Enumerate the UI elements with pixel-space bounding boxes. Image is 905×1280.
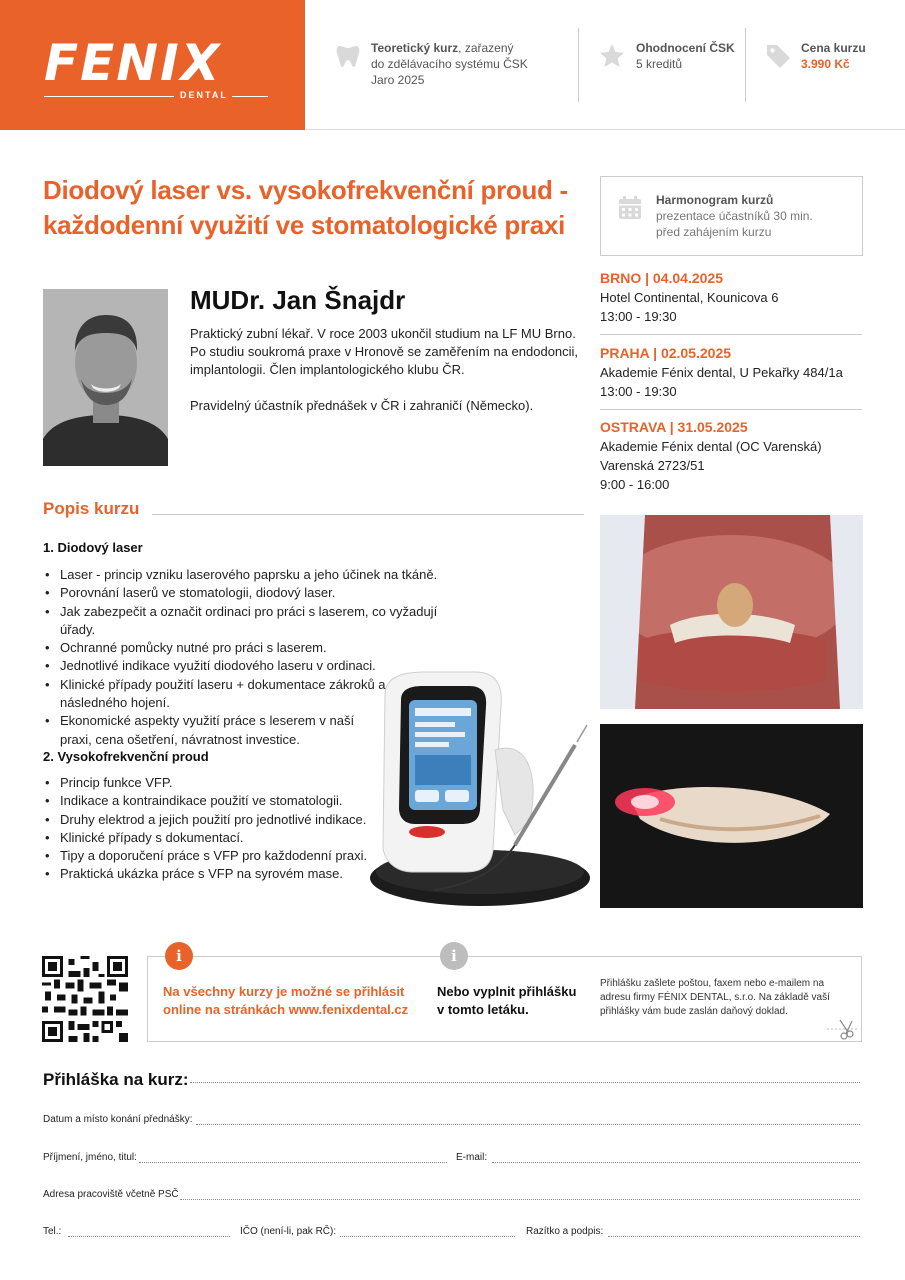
schedule-text — [656, 192, 813, 240]
form-field-phone[interactable] — [68, 1236, 230, 1237]
info-icon: i — [440, 942, 468, 970]
rating-label: Ohodnocení ČSK — [636, 41, 735, 55]
course-type-line3: Jaro 2025 — [371, 73, 425, 87]
list-item: • Laser - princip vzniku laserového paprsku a jeho účinek na tkáně. — [43, 566, 463, 584]
part2-title: 2. Vysokofrekvenční proud — [43, 749, 209, 764]
calendar-icon — [617, 195, 643, 221]
logo-line — [232, 96, 268, 97]
course-title — [43, 173, 588, 243]
course-title-line: každodenní využití ve stomatologické praxi — [43, 210, 565, 240]
form-field-email[interactable] — [492, 1162, 860, 1163]
price-tag-icon — [764, 42, 792, 70]
list-item: • Jak zabezpečit a označit ordinaci pro práci s laserem, co vyžadují úřady. — [43, 603, 463, 640]
rating-value: 5 kreditů — [636, 57, 683, 71]
city-line: Akademie Fénix dental (OC Varenská) — [600, 439, 822, 454]
header-divider — [745, 28, 746, 102]
list-item: • Tipy a doporučení práce s VFP pro každodenní praxi. — [43, 847, 373, 865]
price-info — [801, 40, 866, 72]
price-value: 3.990 Kč — [801, 57, 850, 71]
lecturer-name: MUDr. Jan Šnajdr — [190, 285, 406, 315]
list-item: • Ekonomické aspekty využití práce s leserem v naší praxi, cena ošetření, návratnost investice. — [43, 712, 388, 749]
list-item: • Praktická ukázka práce s VFP na syrovém mase. — [43, 865, 373, 883]
form-field-address[interactable] — [180, 1199, 860, 1200]
course-title-line: Diodový laser vs. vysokofrekvenční proud - — [43, 175, 568, 205]
city-line: 9:00 - 16:00 — [600, 477, 670, 492]
city-line: 13:00 - 19:30 — [600, 309, 677, 324]
list-item: • Klinické případy použití laseru + dokumentace zákroků a následného hojení. — [43, 676, 388, 713]
price-label: Cena kurzu — [801, 41, 866, 55]
city-line: Hotel Continental, Kounicova 6 — [600, 290, 779, 305]
list-item: • Klinické případy s dokumentací. — [43, 829, 373, 847]
form-field-date[interactable] — [196, 1124, 860, 1125]
star-icon — [598, 42, 626, 70]
schedule-title: Harmonogram kurzů — [656, 193, 774, 207]
logo-subtext: DENTAL — [180, 90, 228, 100]
city-heading: BRNO | 04.04.2025 — [600, 270, 723, 286]
course-type-info — [371, 40, 528, 88]
list-item: • Jednotlivé indikace využití diodového laseru v ordinaci. — [43, 657, 463, 675]
form-field-stamp[interactable] — [608, 1236, 860, 1237]
logo-line — [44, 96, 174, 97]
city-divider — [600, 409, 862, 410]
form-label-stamp: Razítko a podpis: — [526, 1226, 604, 1237]
form-label-phone: Tel.: — [43, 1226, 62, 1237]
part2-list — [43, 774, 373, 884]
form-field-name[interactable] — [139, 1162, 447, 1163]
logo-text: FENIX — [44, 34, 222, 92]
header-divider — [578, 28, 579, 102]
schedule-line: před zahájením kurzu — [656, 225, 772, 239]
form-label-date: Datum a místo konání přednášky: — [43, 1114, 193, 1125]
form-label-ico: IČO (není-li, pak RČ): — [240, 1226, 337, 1237]
city-heading: OSTRAVA | 31.05.2025 — [600, 419, 748, 435]
list-item: • Princip funkce VFP. — [43, 774, 373, 792]
part1-title: 1. Diodový laser — [43, 540, 143, 555]
registration-post: Přihlášku zašlete poštou, faxem nebo e-mailem na adresu firmy FÉNIX DENTAL, s.r.o. Na základě vaší přihlášky vám bude zaslán daňový doklad. — [600, 978, 830, 1017]
city-line: Varenská 2723/51 — [600, 458, 705, 473]
clinical-photo-laser — [600, 724, 863, 908]
lecturer-photo — [43, 289, 168, 466]
list-item: • Porovnání laserů ve stomatologii, diodový laser. — [43, 584, 463, 602]
logo — [0, 0, 305, 130]
list-item: • Druhy elektrod a jejich použití pro jednotlivé indikace. — [43, 811, 373, 829]
form-title: Přihláška na kurz: — [43, 1070, 189, 1089]
header — [0, 0, 905, 130]
form-field-course[interactable] — [190, 1082, 860, 1083]
lecturer-bio-text: Praktický zubní lékař. V roce 2003 ukončil studium na LF MU Brno. Po studiu soukromá praxe v Hronově se zaměřením na endodoncii, implantologii. Člen implantologického klubu ČR. — [190, 326, 579, 377]
course-type-rest: , zařazený — [458, 41, 514, 55]
course-type-bold: Teoretický kurz — [371, 41, 459, 55]
rating-info — [636, 40, 735, 72]
city-divider — [600, 334, 862, 335]
list-item: • Indikace a kontraindikace použití ve stomatologii. — [43, 792, 373, 810]
schedule-line: prezentace účastníků 30 min. — [656, 209, 813, 223]
lecturer-bio — [190, 325, 590, 415]
form-label-address: Adresa pracoviště včetně PSČ — [43, 1189, 179, 1200]
form-field-ico[interactable] — [340, 1236, 515, 1237]
registration-online: Na všechny kurzy je možné se přihlásit online na stránkách www.fenixdental.cz — [163, 984, 409, 1017]
course-type-line2: do zdělávacího systému ČSK — [371, 57, 528, 71]
form-label-email: E-mail: — [456, 1152, 488, 1163]
city-ostrava — [600, 418, 862, 494]
city-line: Akademie Fénix dental, U Pekařky 484/1a — [600, 365, 843, 380]
laser-device-image — [365, 660, 595, 910]
list-item: • Ochranné pomůcky nutné pro práci s laserem. — [43, 639, 463, 657]
scissors-icon — [827, 1017, 859, 1041]
qr-code[interactable] — [42, 956, 128, 1042]
city-brno — [600, 269, 862, 326]
city-line: 13:00 - 19:30 — [600, 384, 677, 399]
lecturer-bio-text: Pravidelný účastník přednášek v ČR i zahraničí (Německo). — [190, 398, 534, 413]
tooth-icon — [334, 42, 362, 70]
info-icon: i — [165, 942, 193, 970]
city-praha — [600, 344, 862, 401]
clinical-photo-mouth — [600, 515, 863, 709]
section-divider — [152, 514, 584, 515]
city-heading: PRAHA | 02.05.2025 — [600, 345, 732, 361]
registration-leaflet: Nebo vyplnit přihlášku v tomto letáku. — [437, 984, 577, 1017]
schedule-box — [600, 176, 863, 256]
section-title: Popis kurzu — [43, 499, 140, 518]
form-label-name: Příjmení, jméno, titul: — [43, 1152, 137, 1163]
